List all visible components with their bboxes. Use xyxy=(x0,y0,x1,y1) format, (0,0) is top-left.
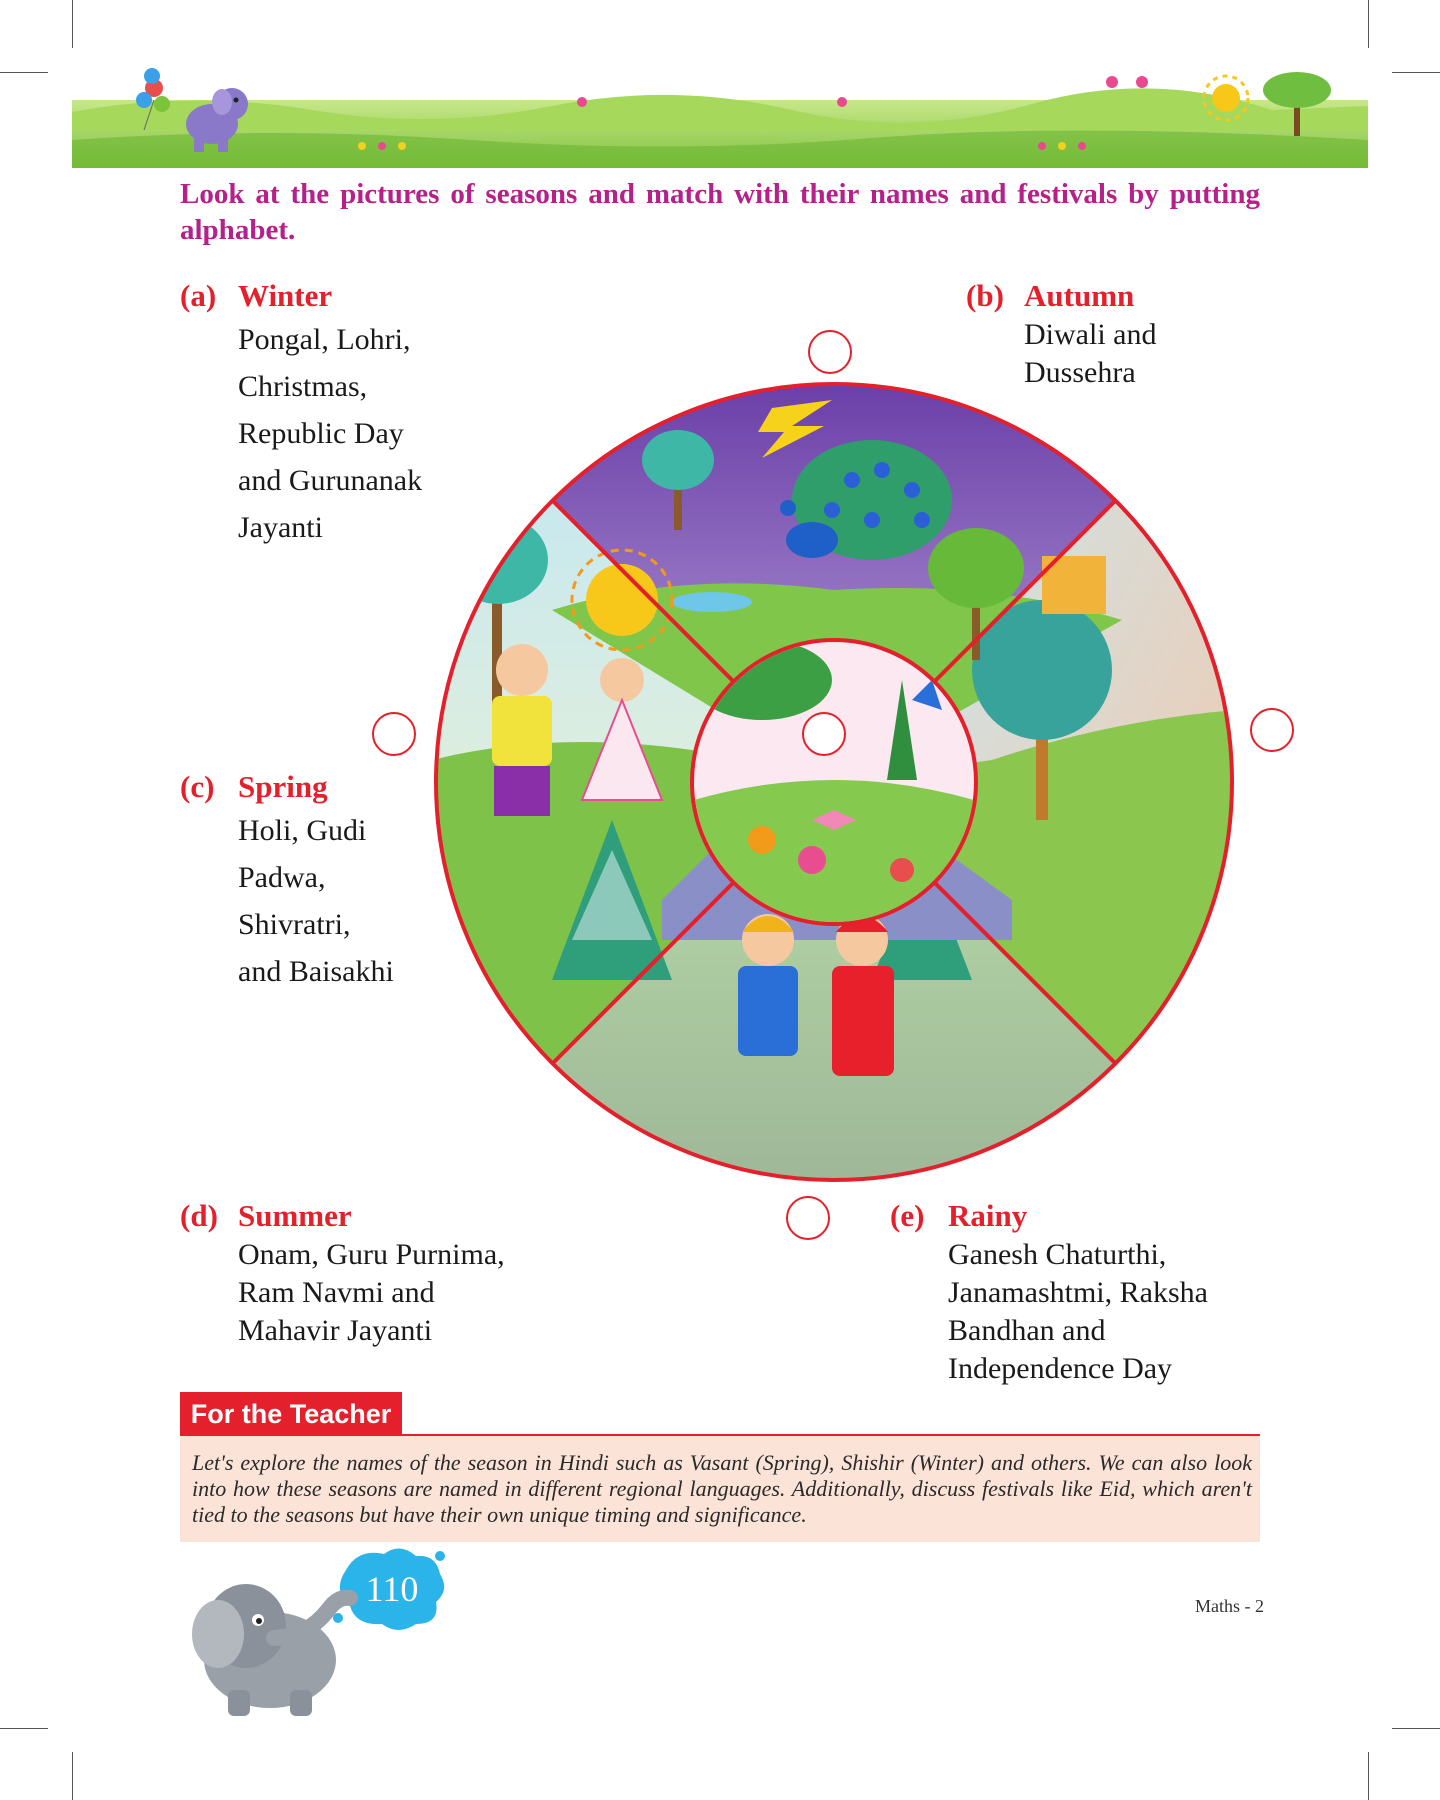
crop-mark xyxy=(72,0,73,48)
season-name: Rainy xyxy=(948,1198,1028,1233)
festival-line: Shivratri, xyxy=(238,908,351,941)
festival-line: Dussehra xyxy=(1024,356,1136,389)
crop-mark xyxy=(1392,72,1440,73)
seasons-wheel-illustration xyxy=(432,380,1236,1184)
season-rainy xyxy=(890,1196,1208,1388)
elephant-mascot-icon xyxy=(178,1540,448,1720)
festival-line: Independence Day xyxy=(948,1352,1173,1385)
festival-line: Christmas, xyxy=(238,370,368,403)
crop-mark xyxy=(0,72,48,73)
season-letter: (e) xyxy=(890,1198,925,1233)
crop-mark xyxy=(1392,1728,1440,1729)
answer-circle[interactable] xyxy=(786,1196,830,1240)
season-title xyxy=(180,767,394,807)
season-name: Summer xyxy=(238,1198,352,1233)
season-name: Autumn xyxy=(1024,278,1135,313)
festival-line: and Gurunanak xyxy=(238,464,423,497)
festival-line: Bandhan and xyxy=(948,1314,1106,1347)
festival-line: Janamashtmi, Raksha xyxy=(948,1276,1208,1309)
festival-line: Ganesh Chaturthi, xyxy=(948,1238,1167,1271)
season-title xyxy=(180,276,422,316)
season-title xyxy=(890,1196,1208,1236)
crop-mark xyxy=(0,1728,48,1729)
teacher-note: Let's explore the names of the season in Hindi such as Vasant (Spring), Shishir (Winter) and others. We can also look into how these seasons are named in different regional languages. Additionally, discuss festivals like Eid, which aren't tied to the seasons but have their own unique timing and significance. xyxy=(192,1450,1252,1527)
crop-mark xyxy=(72,1752,73,1800)
season-title xyxy=(180,1196,505,1236)
season-spring xyxy=(180,767,394,995)
season-name: Winter xyxy=(238,278,333,313)
answer-circle[interactable] xyxy=(372,712,416,756)
instruction-heading: Look at the pictures of seasons and match with their names and festivals by putting alphabet. xyxy=(180,178,1260,246)
boy-icon xyxy=(492,644,552,816)
season-letter: (c) xyxy=(180,769,215,804)
crop-mark xyxy=(1368,1752,1369,1800)
answer-circle[interactable] xyxy=(808,330,852,374)
crop-mark xyxy=(1368,0,1369,48)
winter-girl-icon xyxy=(832,914,894,1076)
pond-icon xyxy=(672,592,752,612)
season-letter: (d) xyxy=(180,1198,218,1233)
festival-line: Republic Day xyxy=(238,417,404,450)
season-winter xyxy=(180,276,422,551)
winter-boy-icon xyxy=(738,914,798,1056)
festival-line: Ram Navmi and xyxy=(238,1276,435,1309)
page-number: 110 xyxy=(365,1569,419,1609)
season-summer xyxy=(180,1196,505,1350)
festival-line: Mahavir Jayanti xyxy=(238,1314,433,1347)
festival-line: Jayanti xyxy=(238,511,323,544)
festival-line: Onam, Guru Purnima, xyxy=(238,1238,505,1271)
teacher-label: For the Teacher xyxy=(180,1392,402,1436)
season-letter: (a) xyxy=(180,278,217,313)
season-name: Spring xyxy=(238,769,328,804)
season-letter: (b) xyxy=(966,278,1004,313)
season-autumn xyxy=(966,276,1156,392)
answer-circle[interactable] xyxy=(1250,708,1294,752)
festival-line: Diwali and xyxy=(1024,318,1157,351)
book-footer: Maths - 2 xyxy=(1195,1596,1264,1616)
season-title xyxy=(966,276,1156,316)
festival-line: Holi, Gudi xyxy=(238,814,367,847)
festival-line: Pongal, Lohri, xyxy=(238,323,411,356)
festival-line: and Baisakhi xyxy=(238,955,394,988)
festival-line: Padwa, xyxy=(238,861,326,894)
meadow-banner xyxy=(72,60,1368,168)
answer-circle[interactable] xyxy=(802,712,846,756)
